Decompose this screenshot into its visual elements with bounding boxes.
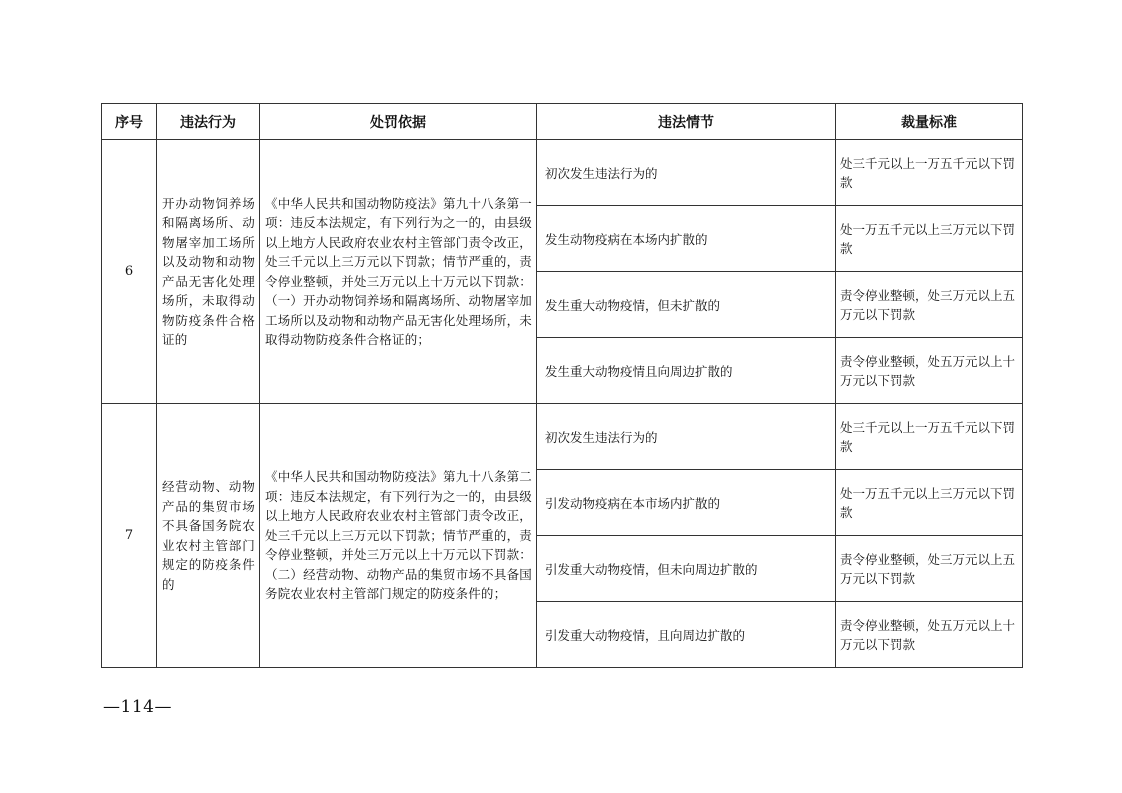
header-circumstance: 违法情节: [537, 104, 836, 140]
row-circumstance: 初次发生违法行为的: [537, 404, 836, 470]
row-violation: 开办动物饲养场和隔离场所、动物屠宰加工场所以及动物和动物产品无害化处理场所，未取得动物防疫条件合格证的: [157, 140, 260, 404]
table-header-row: [102, 104, 1023, 140]
row-standard: 责令停业整顿，处三万元以上五万元以下罚款: [836, 536, 1023, 602]
table-row: [102, 140, 1023, 206]
row-standard: 处一万五千元以上三万元以下罚款: [836, 470, 1023, 536]
row-circumstance: 引发重大动物疫情，但未向周边扩散的: [537, 536, 836, 602]
row-circumstance: 初次发生违法行为的: [537, 140, 836, 206]
row-standard: 处三千元以上一万五千元以下罚款: [836, 404, 1023, 470]
row-seq: 7: [102, 404, 157, 668]
page-number: —114—: [103, 697, 172, 717]
row-violation: 经营动物、动物产品的集贸市场不具备国务院农业农村主管部门规定的防疫条件的: [157, 404, 260, 668]
row-circumstance: 发生重大动物疫情且向周边扩散的: [537, 338, 836, 404]
header-penalty-basis: 处罚依据: [260, 104, 537, 140]
row-standard: 责令停业整顿，处五万元以上十万元以下罚款: [836, 338, 1023, 404]
row-standard: 处三千元以上一万五千元以下罚款: [836, 140, 1023, 206]
row-seq: 6: [102, 140, 157, 404]
row-penalty-basis: 《中华人民共和国动物防疫法》第九十八条第一项：违反本法规定，有下列行为之一的，由县级以上地方人民政府农业农村主管部门责令改正，处三千元以上三万元以下罚款；情节严重的，责令停业整顿，并处三万元以上十万元以下罚款：（一）开办动物饲养场和隔离场所、动物屠宰加工场所以及动物和动物产品无害化处理场所，未取得动物防疫条件合格证的；: [260, 140, 537, 404]
table-row: [102, 404, 1023, 470]
row-circumstance: 引发动物疫病在本市场内扩散的: [537, 470, 836, 536]
row-standard: 责令停业整顿，处五万元以上十万元以下罚款: [836, 602, 1023, 668]
header-discretion-standard: 裁量标准: [836, 104, 1023, 140]
penalty-standard-table: [101, 103, 1023, 668]
row-circumstance: 发生动物疫病在本场内扩散的: [537, 206, 836, 272]
header-violation: 违法行为: [157, 104, 260, 140]
row-circumstance: 引发重大动物疫情，且向周边扩散的: [537, 602, 836, 668]
row-standard: 处一万五千元以上三万元以下罚款: [836, 206, 1023, 272]
row-standard: 责令停业整顿，处三万元以上五万元以下罚款: [836, 272, 1023, 338]
header-seq: 序号: [102, 104, 157, 140]
row-circumstance: 发生重大动物疫情，但未扩散的: [537, 272, 836, 338]
row-penalty-basis: 《中华人民共和国动物防疫法》第九十八条第二项：违反本法规定，有下列行为之一的，由县级以上地方人民政府农业农村主管部门责令改正，处三千元以上三万元以下罚款；情节严重的，责令停业整顿，并处三万元以上十万元以下罚款：（二）经营动物、动物产品的集贸市场不具备国务院农业农村主管部门规定的防疫条件的；: [260, 404, 537, 668]
